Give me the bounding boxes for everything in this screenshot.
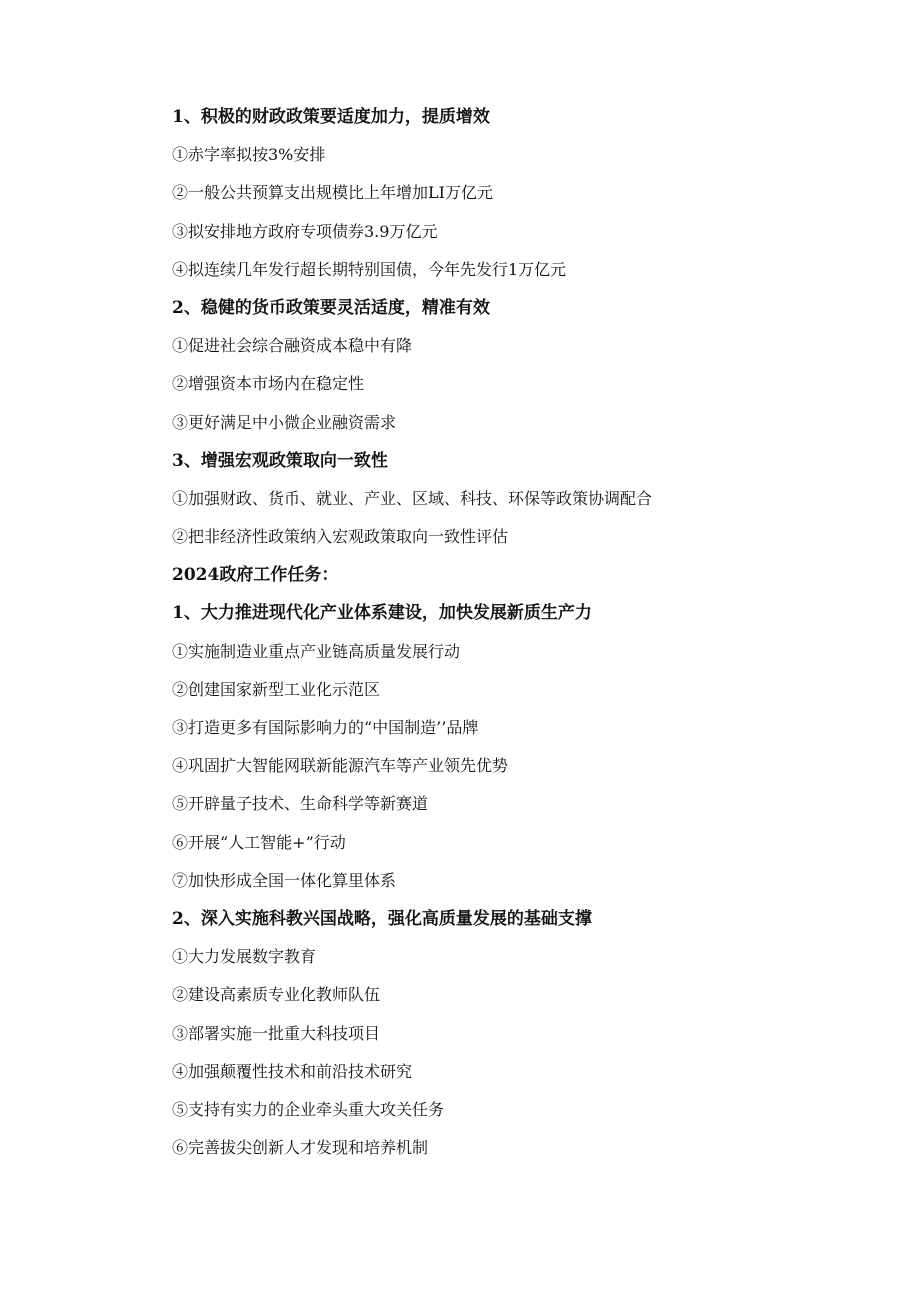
list-item: ①加强财政、货币、就业、产业、区域、科技、环保等政策协调配合 (172, 488, 653, 508)
list-item: ⑦加快形成全国一体化算里体系 (172, 870, 397, 890)
list-item: ④加强颠覆性技术和前沿技术研究 (172, 1061, 413, 1081)
list-item: ③拟安排地方政府专项债券3.9万亿元 (172, 221, 438, 241)
section-heading: 2、深入实施科教兴国战略，强化高质量发展的基础支撑 (172, 908, 592, 929)
section-heading: 1、大力推进现代化产业体系建设，加快发展新质生产力 (172, 603, 592, 624)
list-item: ⑤开辟量子技术、生命科学等新赛道 (172, 794, 429, 814)
list-item: ③更好满足中小微企业融资需求 (172, 412, 397, 432)
list-item: ④巩固扩大智能网联新能源汽车等产业领先优势 (172, 756, 509, 776)
list-item: ①实施制造业重点产业链高质量发展行动 (172, 641, 461, 661)
list-item: ②把非经济性政策纳入宏观政策取向一致性评估 (172, 527, 509, 547)
list-item: ①大力发展数字教育 (172, 947, 317, 967)
list-item: ②增强资本市场内在稳定性 (172, 374, 365, 394)
section-heading: 2、稳健的货币政策要灵活适度，精准有效 (172, 297, 490, 318)
list-item: ①促进社会综合融资成本稳中有降 (172, 336, 413, 356)
list-item: ④拟连续几年发行超长期特别国债，今年先发行1万亿元 (172, 259, 567, 279)
section-heading: 3、增强宏观政策取向一致性 (172, 450, 388, 471)
list-item: ③部署实施一批重大科技项目 (172, 1023, 381, 1043)
list-item: ③打造更多有国际影响力的“中国制造’’品牌 (172, 718, 479, 737)
list-item: ⑥完善拔尖创新人才发现和培养机制 (172, 1138, 429, 1158)
list-item: ②建设高素质专业化教师队伍 (172, 985, 381, 1005)
list-item: ⑥开展“人工智能+”行动 (172, 832, 346, 852)
section-heading: 1、积极的财政政策要适度加力，提质增效 (172, 107, 490, 127)
list-item: ②创建国家新型工业化示范区 (172, 679, 381, 699)
document-body (172, 104, 872, 1173)
list-item: ②一般公共预算支出规模比上年增加LI万亿元 (172, 183, 493, 203)
list-item: ⑤支持有实力的企业牵头重大攻关任务 (172, 1099, 445, 1119)
part-title: 2024政府工作任务： (172, 565, 339, 586)
list-item: ①赤字率拟按3%安排 (172, 145, 326, 165)
